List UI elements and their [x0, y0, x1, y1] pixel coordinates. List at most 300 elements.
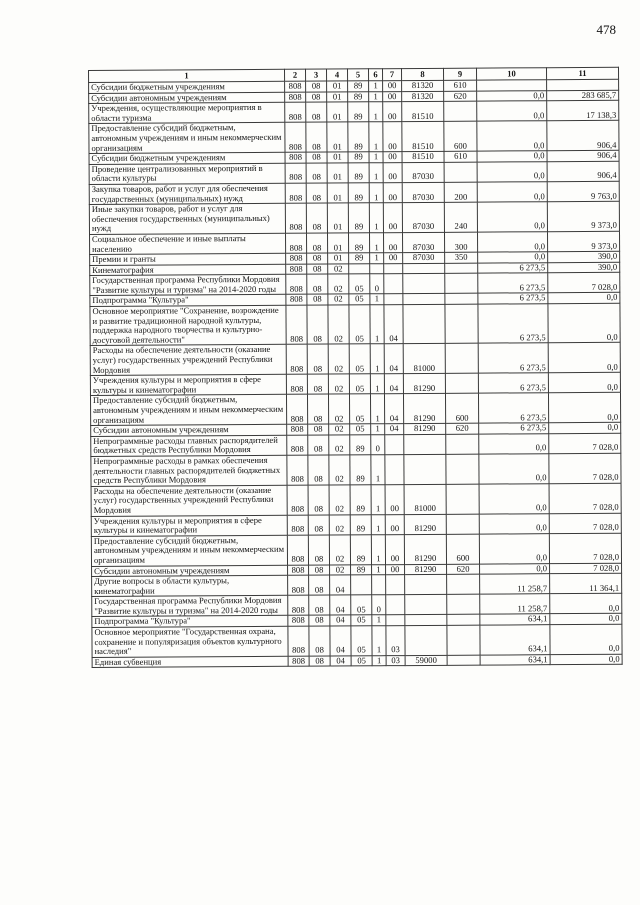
- item-name-cell: Закупка товаров, работ и услуг для обеспечения государственных (муниципальных) нужд: [89, 183, 285, 204]
- expense-code-cell: [405, 625, 447, 655]
- subsection-code-cell: 01: [328, 253, 349, 264]
- section-code-cell: 08: [307, 264, 328, 275]
- subprogram-code-cell: 1: [372, 656, 386, 667]
- activity-code-cell: 00: [383, 152, 402, 163]
- section-code-cell: 08: [307, 344, 328, 374]
- type-code-cell: 620: [444, 91, 477, 102]
- admin-code-cell: 808: [288, 595, 309, 615]
- column-header: 10: [476, 68, 546, 80]
- expense-code-cell: [405, 595, 447, 615]
- column-header: 6: [368, 69, 382, 81]
- item-name-cell: Кинематография: [90, 264, 286, 276]
- item-name-cell: Расходы на обеспечение деятельности (оказание услуг) государственных учреждений Республики Мордовия: [90, 345, 286, 376]
- type-code-cell: [445, 263, 478, 274]
- amount-col11-cell: 906,4: [547, 150, 619, 161]
- type-code-cell: 600: [446, 534, 479, 564]
- amount-col11-cell: 0,0: [548, 372, 620, 393]
- amount-col11-cell: 7 028,0: [549, 483, 621, 513]
- type-code-cell: [447, 594, 480, 614]
- item-name-cell: Иные закупки товаров, работ и услуг для обеспечения государственных (муниципальных) нужд: [89, 203, 285, 234]
- activity-code-cell: 00: [385, 514, 404, 534]
- activity-code-cell: 00: [383, 81, 402, 92]
- admin-code-cell: 808: [287, 515, 308, 535]
- amount-col10-cell: 0,0: [477, 151, 547, 162]
- amount-col11-cell: 906,4: [547, 121, 619, 151]
- amount-col11-cell: 0,0: [550, 654, 622, 665]
- section-code-cell: 08: [308, 515, 329, 535]
- type-code-cell: [447, 574, 480, 594]
- type-code-cell: [446, 484, 479, 514]
- table-row: [91, 513, 621, 536]
- subprogram-code-cell: 1: [370, 394, 384, 424]
- section-code-cell: 08: [306, 183, 327, 203]
- section-code-cell: 08: [309, 656, 330, 667]
- subsection-code-cell: 02: [329, 514, 350, 534]
- amount-col10-cell: 6 273,5: [478, 393, 548, 423]
- admin-code-cell: 808: [286, 274, 307, 294]
- program-code-cell: 89: [350, 455, 371, 485]
- section-code-cell: 08: [307, 253, 328, 264]
- expense-code-cell: 81000: [404, 484, 446, 514]
- amount-col11-cell: 11 364,1: [550, 573, 622, 594]
- column-header: 4: [326, 69, 347, 81]
- amount-col11-cell: 390,0: [548, 251, 620, 262]
- program-code-cell: 89: [348, 183, 369, 203]
- type-code-cell: 240: [444, 202, 477, 232]
- program-code-cell: 89: [348, 152, 369, 163]
- subsection-code-cell: 01: [327, 233, 348, 253]
- program-code-cell: 05: [351, 656, 372, 667]
- expense-code-cell: 81290: [403, 374, 445, 394]
- admin-code-cell: 808: [288, 656, 309, 667]
- subprogram-code-cell: 1: [369, 122, 383, 152]
- table-row: [92, 573, 622, 596]
- table-row: [90, 303, 620, 346]
- item-name-cell: Социальное обеспечение и иные выплаты населению: [90, 233, 286, 254]
- subsection-code-cell: 04: [330, 615, 351, 626]
- subprogram-code-cell: 1: [369, 183, 383, 203]
- section-code-cell: 08: [309, 575, 330, 595]
- program-code-cell: 89: [348, 122, 369, 152]
- subsection-code-cell: 01: [327, 122, 348, 152]
- subprogram-code-cell: 0: [372, 595, 386, 615]
- table-row: [89, 161, 619, 184]
- column-header: 3: [305, 69, 326, 81]
- section-code-cell: 08: [306, 203, 327, 233]
- expense-code-cell: 81510: [402, 151, 444, 162]
- program-code-cell: 05: [349, 394, 370, 424]
- table-body: [89, 79, 623, 668]
- item-name-cell: Непрограммные расходы главных распорядителей бюджетных средств Республики Мордовия: [91, 435, 287, 456]
- subprogram-code-cell: 1: [372, 564, 386, 575]
- section-code-cell: 08: [306, 163, 327, 183]
- activity-code-cell: 04: [384, 344, 403, 374]
- amount-col11-cell: 0,0: [550, 614, 622, 625]
- table-row: [92, 624, 622, 657]
- amount-col10-cell: [477, 80, 547, 91]
- expense-code-cell: 81290: [405, 564, 447, 575]
- amount-col11-cell: 283 685,7: [547, 90, 619, 101]
- amount-col11-cell: 9 763,0: [547, 181, 619, 202]
- admin-code-cell: 808: [286, 305, 307, 345]
- subprogram-code-cell: 0: [370, 274, 384, 294]
- activity-code-cell: 00: [383, 91, 402, 102]
- subsection-code-cell: 02: [329, 455, 350, 485]
- column-header: 5: [347, 69, 368, 81]
- section-code-cell: 08: [307, 394, 328, 424]
- table-row: [92, 654, 622, 668]
- budget-table: [88, 67, 623, 669]
- column-header: 9: [443, 68, 476, 80]
- amount-col11-cell: 0,0: [549, 422, 621, 433]
- expense-code-cell: 81290: [404, 424, 446, 435]
- activity-code-cell: [384, 274, 403, 294]
- item-name-cell: Предоставление субсидий бюджетным, автономным учреждениям и иным некоммерческим организациям: [90, 395, 286, 426]
- amount-col10-cell: 0,0: [479, 533, 549, 563]
- admin-code-cell: 808: [286, 345, 307, 375]
- amount-col11-cell: 9 373,0: [547, 231, 619, 252]
- amount-col10-cell: 0,0: [479, 483, 549, 513]
- expense-code-cell: 81510: [402, 122, 444, 152]
- expense-code-cell: [403, 304, 445, 344]
- subprogram-code-cell: 1: [369, 162, 383, 182]
- admin-code-cell: 808: [288, 565, 309, 576]
- table-row: [91, 483, 621, 516]
- program-code-cell: 89: [348, 81, 369, 92]
- item-name-cell: Другие вопросы в области культуры, кинематографии: [92, 575, 288, 596]
- program-code-cell: 89: [348, 163, 369, 183]
- type-code-cell: [445, 304, 478, 344]
- type-code-cell: 200: [444, 182, 477, 202]
- subsection-code-cell: 02: [328, 394, 349, 424]
- expense-code-cell: 87030: [402, 182, 444, 202]
- table-row: [90, 393, 620, 426]
- subsection-code-cell: 01: [327, 203, 348, 233]
- activity-code-cell: 00: [383, 183, 402, 203]
- amount-col11-cell: [547, 79, 619, 90]
- section-code-cell: 08: [307, 274, 328, 294]
- item-name-cell: Единая субвенция: [92, 656, 288, 668]
- type-code-cell: [444, 162, 477, 182]
- item-name-cell: Основное мероприятие "Государственная охрана, сохранение и популяризация объектов культурного наследия": [92, 626, 288, 657]
- activity-code-cell: [386, 575, 405, 595]
- program-code-cell: 89: [350, 485, 371, 515]
- amount-col11-cell: 7 028,0: [548, 273, 620, 294]
- item-name-cell: Подпрограмма "Культура": [90, 295, 286, 307]
- item-name-cell: Предоставление субсидий бюджетным, автономным учреждениям и иным некоммерческим организациям: [91, 535, 287, 566]
- program-code-cell: 89: [348, 91, 369, 102]
- subprogram-code-cell: 1: [372, 615, 386, 626]
- activity-code-cell: [385, 455, 404, 485]
- subsection-code-cell: 01: [327, 81, 348, 92]
- section-code-cell: 08: [306, 122, 327, 152]
- subprogram-code-cell: 1: [369, 152, 383, 163]
- section-code-cell: 08: [309, 626, 330, 656]
- activity-code-cell: 00: [383, 162, 402, 182]
- section-code-cell: 08: [306, 152, 327, 163]
- amount-col11-cell: 7 028,0: [549, 433, 621, 454]
- activity-code-cell: 00: [385, 534, 404, 564]
- column-header: 1: [89, 69, 285, 82]
- subsection-code-cell: 02: [329, 424, 350, 435]
- expense-code-cell: [403, 294, 445, 305]
- program-code-cell: 89: [348, 233, 369, 253]
- program-code-cell: 89: [350, 514, 371, 534]
- section-code-cell: 08: [308, 485, 329, 515]
- amount-col10-cell: 6 273,5: [478, 304, 548, 344]
- expense-code-cell: 87030: [403, 252, 445, 263]
- program-code-cell: 89: [351, 564, 372, 575]
- amount-col11-cell: 17 138,3: [547, 100, 619, 121]
- amount-col10-cell: 0,0: [477, 182, 547, 203]
- subsection-code-cell: 02: [329, 485, 350, 515]
- section-code-cell: 08: [306, 92, 327, 103]
- activity-code-cell: 04: [384, 374, 403, 394]
- column-header: 8: [401, 68, 443, 80]
- type-code-cell: [445, 373, 478, 393]
- subprogram-code-cell: 1: [369, 81, 383, 92]
- admin-code-cell: 808: [288, 575, 309, 595]
- expense-code-cell: 81320: [402, 80, 444, 91]
- expense-code-cell: [405, 574, 447, 594]
- subprogram-code-cell: 1: [371, 514, 385, 534]
- type-code-cell: 300: [444, 232, 477, 252]
- amount-col10-cell: 6 273,5: [478, 373, 548, 394]
- type-code-cell: 620: [446, 423, 479, 434]
- type-code-cell: [446, 514, 479, 534]
- subsection-code-cell: 04: [330, 595, 351, 615]
- subsection-code-cell: 04: [330, 656, 351, 667]
- table-row: [91, 433, 621, 456]
- program-code-cell: 05: [351, 595, 372, 615]
- subprogram-code-cell: 1: [370, 294, 384, 305]
- amount-col11-cell: 7 028,0: [549, 453, 621, 483]
- subprogram-code-cell: 1: [371, 424, 385, 435]
- program-code-cell: 89: [348, 203, 369, 233]
- amount-col11-cell: 0,0: [548, 343, 620, 373]
- amount-col10-cell: 0,0: [478, 252, 548, 263]
- type-code-cell: 600: [444, 122, 477, 152]
- item-name-cell: Учреждения культуры и мероприятия в сфере культуры и кинематографии: [91, 515, 287, 536]
- admin-code-cell: 808: [285, 92, 306, 103]
- type-code-cell: [447, 655, 480, 666]
- activity-code-cell: 00: [384, 253, 403, 264]
- admin-code-cell: 808: [285, 152, 306, 163]
- admin-code-cell: 808: [285, 163, 306, 183]
- expense-code-cell: [403, 274, 445, 294]
- amount-col11-cell: 9 373,0: [547, 201, 619, 231]
- amount-col10-cell: 11 258,7: [480, 574, 550, 595]
- activity-code-cell: 00: [383, 203, 402, 233]
- item-name-cell: Субсидии автономным учреждениям: [92, 565, 288, 577]
- subsection-code-cell: 02: [330, 564, 351, 575]
- item-name-cell: Субсидии бюджетным учреждениям: [89, 152, 285, 164]
- subprogram-code-cell: 1: [372, 626, 386, 656]
- amount-col10-cell: 0,0: [480, 563, 550, 574]
- subsection-code-cell: 02: [328, 374, 349, 394]
- expense-code-cell: 81320: [402, 91, 444, 102]
- table-row: [91, 533, 621, 566]
- table-row: [90, 343, 620, 376]
- section-code-cell: 08: [308, 455, 329, 485]
- expense-code-cell: 81510: [402, 102, 444, 122]
- section-code-cell: 08: [309, 616, 330, 627]
- subprogram-code-cell: 1: [369, 233, 383, 253]
- type-code-cell: [445, 294, 478, 305]
- table-row: [89, 121, 619, 154]
- amount-col10-cell: 6 273,5: [478, 293, 548, 304]
- activity-code-cell: 00: [383, 102, 402, 122]
- admin-code-cell: 808: [288, 626, 309, 656]
- subsection-code-cell: 01: [327, 152, 348, 163]
- admin-code-cell: 808: [286, 253, 307, 264]
- admin-code-cell: 808: [287, 485, 308, 515]
- section-code-cell: 08: [309, 565, 330, 576]
- amount-col10-cell: 0,0: [477, 90, 547, 101]
- program-code-cell: 05: [351, 626, 372, 656]
- expense-code-cell: 87030: [402, 162, 444, 182]
- amount-col10-cell: 6 273,5: [478, 273, 548, 294]
- subsection-code-cell: 02: [329, 435, 350, 455]
- admin-code-cell: 808: [286, 233, 307, 253]
- subprogram-code-cell: [370, 263, 384, 274]
- section-code-cell: 08: [308, 435, 329, 455]
- amount-col10-cell: 0,0: [479, 513, 549, 534]
- amount-col11-cell: 7 028,0: [549, 513, 621, 534]
- amount-col10-cell: 6 273,5: [479, 423, 549, 434]
- item-name-cell: Основное мероприятие "Сохранение, возрождение и развитие традиционной народной культуры, поддержка народного творчества и культурно-досуговой деятельности": [90, 305, 286, 346]
- type-code-cell: [447, 625, 480, 655]
- program-code-cell: 05: [351, 615, 372, 626]
- item-name-cell: Учреждения, осуществляющие мероприятия в области туризма: [89, 102, 285, 123]
- column-header: 11: [546, 67, 618, 79]
- admin-code-cell: 808: [285, 102, 306, 122]
- activity-code-cell: [386, 595, 405, 615]
- page-number: 478: [596, 22, 616, 37]
- admin-code-cell: 808: [287, 424, 308, 435]
- program-code-cell: 05: [350, 424, 371, 435]
- expense-code-cell: 87030: [402, 202, 444, 232]
- subsection-code-cell: 01: [327, 92, 348, 103]
- subsection-code-cell: 04: [330, 575, 351, 595]
- amount-col10-cell: 6 273,5: [478, 262, 548, 273]
- program-code-cell: 89: [349, 253, 370, 264]
- type-code-cell: 610: [444, 151, 477, 162]
- subsection-code-cell: 02: [328, 294, 349, 305]
- program-code-cell: 05: [349, 274, 370, 294]
- subsection-code-cell: 02: [328, 305, 349, 345]
- section-code-cell: 08: [306, 81, 327, 92]
- admin-code-cell: 808: [285, 123, 306, 153]
- item-name-cell: Расходы на обеспечение деятельности (оказание услуг) государственных учреждений Республики Мордовия: [91, 485, 287, 516]
- subprogram-code-cell: 1: [369, 203, 383, 233]
- item-name-cell: Предоставление субсидий бюджетным, автономным учреждениям и иным некоммерческим организациям: [89, 123, 285, 154]
- admin-code-cell: 808: [285, 203, 306, 233]
- amount-col10-cell: 634,1: [480, 614, 550, 625]
- section-code-cell: 08: [307, 295, 328, 306]
- amount-col11-cell: 906,4: [547, 161, 619, 182]
- admin-code-cell: 808: [287, 535, 308, 565]
- item-name-cell: Субсидии автономным учреждениям: [91, 424, 287, 436]
- type-code-cell: 350: [445, 252, 478, 263]
- type-code-cell: [446, 434, 479, 454]
- subsection-code-cell: 02: [328, 344, 349, 374]
- type-code-cell: 600: [445, 394, 478, 424]
- amount-col11-cell: 0,0: [548, 293, 620, 304]
- program-code-cell: 05: [349, 305, 370, 345]
- activity-code-cell: [384, 263, 403, 274]
- activity-code-cell: 00: [385, 484, 404, 514]
- item-name-cell: Субсидии бюджетным учреждениям: [89, 81, 285, 93]
- admin-code-cell: 808: [285, 81, 306, 92]
- table-row: [90, 372, 620, 395]
- admin-code-cell: 808: [286, 395, 307, 425]
- subprogram-code-cell: 0: [371, 434, 385, 454]
- amount-col10-cell: 0,0: [479, 433, 549, 454]
- admin-code-cell: 808: [288, 616, 309, 627]
- amount-col10-cell: 11 258,7: [480, 594, 550, 615]
- subprogram-code-cell: 1: [371, 534, 385, 564]
- table-row: [89, 181, 619, 204]
- activity-code-cell: 03: [386, 626, 405, 656]
- program-code-cell: 89: [348, 102, 369, 122]
- subprogram-code-cell: 1: [369, 91, 383, 102]
- admin-code-cell: 808: [286, 295, 307, 306]
- item-name-cell: Непрограммные расходы в рамках обеспечения деятельности главных распорядителей бюджетных средств Республики Мордовия: [91, 455, 287, 486]
- expense-code-cell: 81000: [403, 344, 445, 374]
- column-header: 2: [284, 69, 305, 81]
- admin-code-cell: 808: [287, 455, 308, 485]
- subprogram-code-cell: [372, 575, 386, 595]
- amount-col10-cell: 0,0: [477, 101, 547, 122]
- amount-col11-cell: 7 028,0: [550, 563, 622, 574]
- item-name-cell: Подпрограмма "Культура": [92, 616, 288, 628]
- amount-col10-cell: 0,0: [477, 161, 547, 182]
- subsection-code-cell: 01: [327, 102, 348, 122]
- table-row: [89, 201, 619, 234]
- amount-col10-cell: 634,1: [480, 655, 550, 666]
- subsection-code-cell: 01: [327, 183, 348, 203]
- expense-code-cell: 81290: [404, 534, 446, 564]
- amount-col10-cell: 6 273,5: [478, 343, 548, 373]
- expense-code-cell: [404, 454, 446, 484]
- program-code-cell: 05: [349, 294, 370, 305]
- type-code-cell: 620: [447, 564, 480, 575]
- item-name-cell: Субсидии автономным учреждениям: [89, 92, 285, 104]
- section-code-cell: 08: [307, 305, 328, 345]
- activity-code-cell: 00: [386, 564, 405, 575]
- activity-code-cell: 03: [386, 655, 405, 666]
- activity-code-cell: 00: [383, 232, 402, 252]
- subprogram-code-cell: 1: [371, 484, 385, 514]
- type-code-cell: [447, 615, 480, 626]
- amount-col11-cell: 0,0: [550, 624, 622, 654]
- item-name-cell: Государственная программа Республики Мордовия "Развитие культуры и туризма" на 2014-2020 годы: [92, 596, 288, 617]
- item-name-cell: Премии и гранты: [90, 253, 286, 265]
- program-code-cell: 89: [350, 534, 371, 564]
- amount-col11-cell: 0,0: [550, 594, 622, 615]
- expense-code-cell: 81290: [404, 514, 446, 534]
- expense-code-cell: 81290: [403, 394, 445, 424]
- type-code-cell: [445, 273, 478, 293]
- program-code-cell: 05: [349, 374, 370, 394]
- subsection-code-cell: 01: [327, 163, 348, 183]
- subsection-code-cell: 02: [328, 274, 349, 294]
- expense-code-cell: [404, 434, 446, 454]
- program-code-cell: [351, 575, 372, 595]
- activity-code-cell: [384, 294, 403, 305]
- program-code-cell: 89: [350, 435, 371, 455]
